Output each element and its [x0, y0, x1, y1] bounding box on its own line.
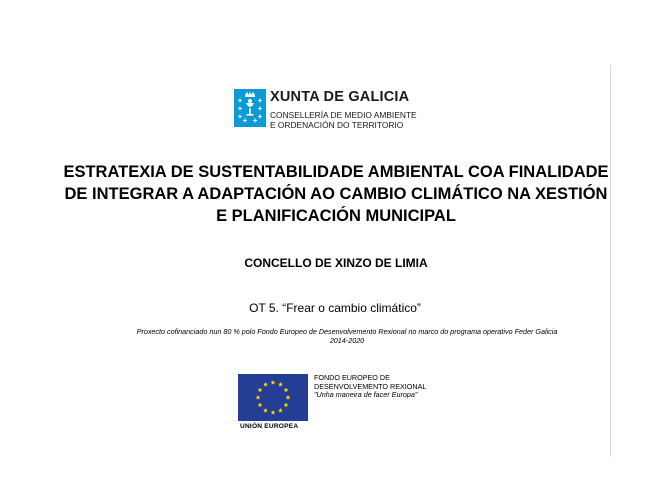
title-line-2: DE INTEGRAR A ADAPTACIÓN AO CAMBIO CLIMÁTICO NA XESTIÓN — [64, 185, 608, 203]
xunta-department — [270, 110, 417, 130]
municipality-heading: CONCELLO DE XINZO DE LIMIA — [244, 256, 428, 270]
department-line-1: CONSELLERÍA DE MEDIO AMBIENTE — [270, 110, 417, 120]
fund-line-1: FONDO EUROPEO DE — [314, 373, 390, 382]
document-title — [40, 161, 632, 227]
title-line-1: ESTRATEXIA DE SUSTENTABILIDADE AMBIENTAL COA FINALIDADE — [63, 163, 609, 181]
eu-flag-icon — [238, 374, 308, 421]
objective-text: OT 5. “Frear o cambio climático” — [249, 301, 421, 315]
eu-label: UNIÓN EUROPEA — [240, 423, 299, 430]
funding-line-1: Proxecto cofinanciado nun 80 % polo Fondo Europeo de Desenvolvemento Rexional no marco do programa operativo Feder Galicia — [136, 327, 558, 336]
title-line-3: E PLANIFICACIÓN MUNICIPAL — [216, 207, 456, 225]
department-line-2: E ORDENACIÓN DO TERRITORIO — [270, 120, 404, 130]
funding-note — [40, 327, 654, 345]
fund-text-block — [314, 374, 426, 400]
xunta-org-name: XUNTA DE GALICIA — [270, 89, 410, 105]
funding-line-2: 2014-2020 — [329, 336, 365, 345]
fund-line-2: DESENVOLVEMENTO REXIONAL — [314, 381, 427, 391]
fund-motto: "Unha maneira de facer Europa" — [314, 390, 418, 400]
xunta-coat-of-arms-icon — [234, 89, 266, 127]
